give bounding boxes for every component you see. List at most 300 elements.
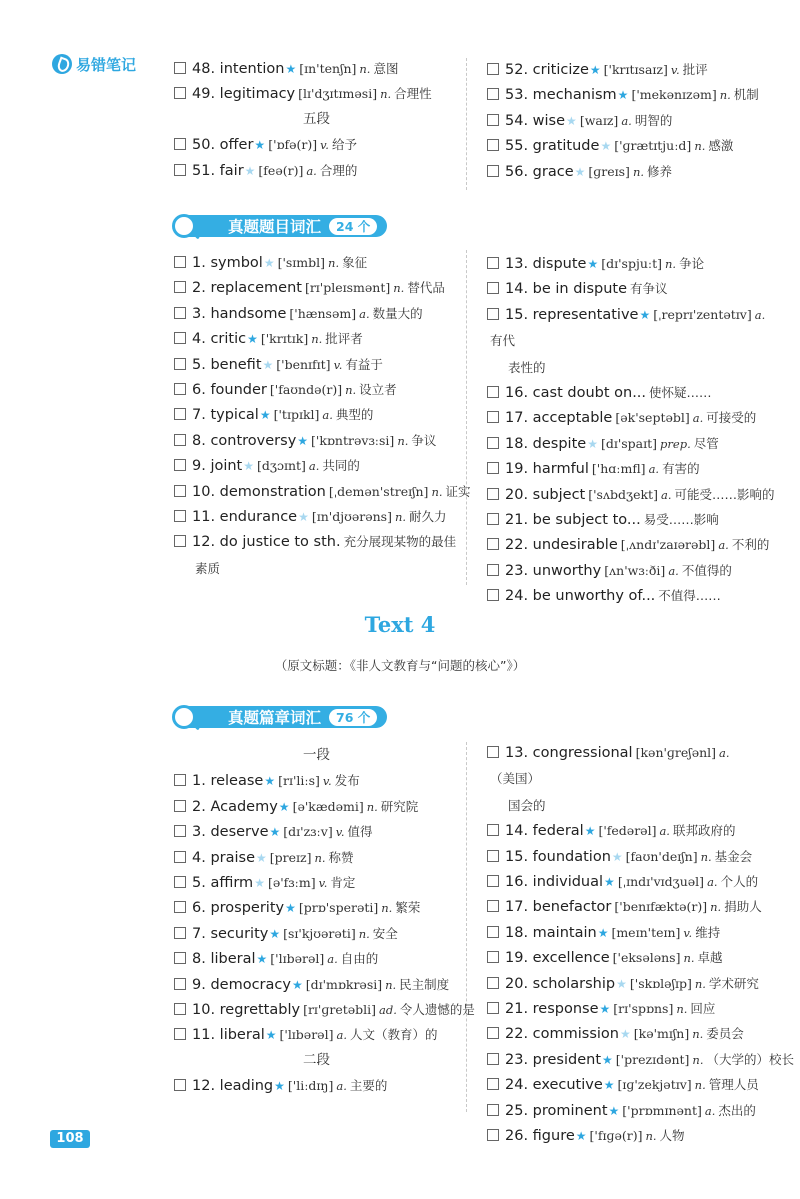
part-of-speech: v. [333, 357, 343, 372]
star-icon: ★ [291, 977, 303, 992]
checkbox[interactable] [174, 358, 186, 370]
phonetic: [ə'fɜːm] [267, 874, 316, 890]
checkbox[interactable] [174, 87, 186, 99]
chinese-meaning: 联邦政府的 [672, 823, 736, 839]
vocab-item [174, 504, 459, 529]
vocab-column-s1-left [174, 250, 471, 581]
phonetic: [ɡreɪs] [588, 163, 630, 179]
part-of-speech: v. [320, 138, 329, 153]
vocab-word: 56. grace [505, 163, 574, 180]
part-of-speech: a. [322, 408, 333, 423]
checkbox[interactable] [174, 1079, 186, 1091]
checkbox[interactable] [487, 165, 499, 177]
checkbox[interactable] [487, 824, 499, 836]
part-of-speech: n. [380, 87, 392, 102]
checkbox[interactable] [174, 383, 186, 395]
vocab-word: 10. demonstration [192, 483, 326, 500]
vocab-item [174, 997, 475, 1022]
checkbox[interactable] [487, 926, 499, 938]
chinese-meaning: 给予 [331, 137, 357, 153]
part-of-speech: v. [318, 875, 328, 890]
phonetic: ['hɑːmfl] [591, 461, 646, 477]
chinese-meaning: （美国） [490, 771, 541, 787]
chinese-meaning: 意图 [373, 61, 399, 76]
phonetic: [meɪn'teɪn] [611, 924, 681, 940]
star-icon: ★ [597, 925, 609, 940]
original-title: （原文标题：《非人文教育与“问题的核心”》） [274, 658, 526, 673]
vocab-item [487, 740, 777, 818]
chinese-meaning: 易受……影响 [643, 511, 719, 527]
part-of-speech: n. [719, 88, 731, 103]
star-icon: ★ [608, 1103, 620, 1118]
section-title: 真题题目词汇 [228, 218, 322, 236]
star-icon: ★ [620, 1027, 631, 1042]
phonetic: ['mekənɪzəm] [631, 87, 717, 103]
checkbox[interactable] [487, 951, 499, 963]
vocab-item [174, 921, 459, 946]
chinese-meaning: 民主制度 [399, 976, 450, 992]
checkbox[interactable] [487, 538, 499, 550]
text-title: Text 4 [364, 612, 436, 637]
vocab-word: 51. fair [192, 162, 244, 179]
vocab-item [487, 844, 777, 869]
checkbox[interactable] [487, 139, 499, 151]
checkbox[interactable] [174, 307, 186, 319]
chinese-meaning: 明智的 [634, 112, 673, 128]
checkbox[interactable] [174, 256, 186, 268]
checkbox[interactable] [174, 535, 186, 547]
checkbox[interactable] [174, 459, 186, 471]
vocab-word: 12. do justice to sth. [192, 534, 341, 551]
vocab-word: 18. maintain [505, 924, 597, 941]
vocab-word: 24. be unworthy of... [505, 588, 656, 605]
part-of-speech: a. [621, 113, 632, 128]
vocab-word: 20. subject [505, 486, 586, 503]
phonetic: [feə(r)] [258, 162, 304, 178]
checkbox[interactable] [174, 774, 186, 786]
vocab-item [487, 532, 777, 557]
checkbox[interactable] [487, 746, 499, 758]
vocab-item [487, 583, 777, 608]
phonetic: ['benɪfɪt] [276, 356, 331, 372]
chinese-meaning: 尽管 [693, 435, 719, 451]
vocab-word: 3. handsome [192, 305, 287, 322]
magnifier-icon [172, 705, 196, 729]
chinese-meaning: 主要的 [349, 1078, 388, 1094]
vocab-item [487, 1123, 777, 1148]
checkbox[interactable] [174, 825, 186, 837]
star-icon: ★ [262, 357, 274, 372]
star-icon: ★ [611, 849, 623, 864]
chinese-meaning: 不值得…… [658, 588, 721, 604]
part-of-speech: n. [385, 977, 397, 992]
vocab-column-s2-left [174, 743, 475, 1098]
star-icon: ★ [259, 408, 271, 423]
checkbox[interactable] [487, 513, 499, 525]
checkbox[interactable] [174, 332, 186, 344]
vocab-word: 16. individual [505, 874, 604, 890]
phonetic: [ʌn'wɜːði] [604, 562, 666, 578]
chinese-meaning: 有代 [490, 333, 516, 349]
part-of-speech: v. [335, 825, 345, 840]
star-icon: ★ [256, 952, 268, 967]
vocab-item [487, 456, 777, 481]
vocab-item [487, 108, 777, 133]
star-icon: ★ [587, 436, 598, 451]
chinese-meaning: 数量大的 [372, 305, 423, 321]
logo-text: 易错笔记 [76, 55, 137, 74]
vocab-word: 23. unworthy [505, 562, 602, 579]
part-of-speech: a. [704, 1103, 716, 1118]
checkbox[interactable] [174, 1028, 186, 1040]
vocab-column-top-right [487, 57, 777, 184]
star-icon: ★ [269, 926, 281, 941]
column-divider [466, 742, 467, 1112]
vocab-item [174, 132, 459, 157]
checkbox[interactable] [487, 589, 499, 601]
checkbox[interactable] [174, 876, 186, 888]
vocab-item [487, 818, 777, 843]
chinese-meaning: 有益于 [345, 356, 383, 372]
checkbox[interactable] [487, 462, 499, 474]
part-of-speech: ad. [379, 1002, 397, 1017]
chinese-meaning: 值得 [347, 824, 373, 840]
checkbox[interactable] [487, 437, 499, 449]
vocab-item [487, 507, 777, 532]
star-icon: ★ [584, 824, 596, 839]
star-icon: ★ [263, 256, 275, 270]
phonetic: [dɪ'spjuːt] [601, 256, 663, 271]
phonetic: [ɪɡ'zekjətɪv] [617, 1077, 692, 1093]
phonetic: [rɪ'pleɪsmənt] [304, 280, 391, 296]
checkbox[interactable] [487, 308, 499, 320]
phonetic: [kən'ɡreʃənl] [635, 745, 717, 760]
chinese-meaning: 人文（教育）的 [349, 1027, 438, 1043]
chinese-meaning: 自由的 [340, 951, 379, 967]
star-icon: ★ [600, 139, 612, 154]
vocab-word: 22. commission [505, 1026, 619, 1043]
vocab-word: 9. joint [192, 458, 243, 475]
chinese-meaning: 研究院 [380, 798, 419, 814]
chinese-meaning: 委员会 [706, 1026, 744, 1042]
chinese-meaning: 使怀疑…… [649, 385, 712, 400]
part-of-speech: a. [659, 824, 670, 839]
star-icon: ★ [285, 901, 296, 916]
checkbox[interactable] [487, 1078, 499, 1090]
phonetic: ['prɒmɪnənt] [622, 1102, 702, 1118]
checkbox[interactable] [174, 434, 186, 446]
vocab-item [174, 56, 459, 81]
checkbox[interactable] [487, 977, 499, 989]
part-of-speech: a. [306, 163, 317, 178]
checkbox[interactable] [174, 1003, 186, 1015]
vocab-word: 23. president [505, 1051, 602, 1068]
checkbox[interactable] [174, 510, 186, 522]
checkbox[interactable] [487, 1027, 499, 1039]
phonetic: ['faʊndə(r)] [269, 381, 343, 397]
paragraph-marker: 五段 [303, 110, 330, 127]
chinese-meaning: 争议 [411, 432, 437, 448]
vocab-word: 13. congressional [505, 745, 633, 761]
part-of-speech: n. [359, 62, 371, 76]
column-divider [466, 250, 467, 585]
phonetic: ['lɪbərəl] [270, 951, 325, 967]
vocab-item [487, 302, 777, 380]
vocab-word: 5. affirm [192, 874, 254, 891]
chinese-meaning: 发布 [334, 773, 360, 789]
paragraph-marker: 一段 [303, 747, 330, 763]
vocab-word: 12. leading [192, 1078, 274, 1095]
star-icon: ★ [297, 433, 309, 448]
vocab-item [174, 453, 459, 478]
vocab-word: 52. criticize [505, 62, 589, 78]
chinese-meaning: 可接受的 [706, 410, 757, 426]
checkbox[interactable] [487, 1104, 499, 1116]
star-icon: ★ [254, 138, 266, 153]
vocab-word: 8. liberal [192, 951, 256, 968]
phonetic: [rɪ'liːs] [278, 773, 320, 789]
phonetic: [ək'septəbl] [615, 410, 690, 426]
checkbox[interactable] [487, 875, 499, 887]
part-of-speech: n. [431, 484, 443, 499]
phonetic: [kə'mɪʃn] [633, 1026, 690, 1042]
star-icon: ★ [247, 332, 258, 347]
checkbox[interactable] [174, 851, 186, 863]
vocab-word: 54. wise [505, 112, 566, 129]
chinese-meaning: 替代品 [407, 280, 445, 296]
page-number: 108 [50, 1130, 90, 1148]
star-icon: ★ [285, 62, 297, 76]
phonetic: [dɪ'zɜːv] [283, 824, 333, 840]
chinese-meaning: 令人遗憾的是 [399, 1001, 475, 1017]
meaning-continuation: 表性的 [508, 359, 546, 375]
chinese-meaning: 繁荣 [395, 900, 421, 916]
phonetic: ['liːdɪŋ] [287, 1078, 334, 1094]
checkbox[interactable] [487, 1129, 499, 1141]
vocab-item [487, 920, 777, 945]
vocab-item [487, 996, 777, 1021]
vocab-column-s2-right [487, 740, 794, 1148]
checkbox[interactable] [174, 901, 186, 913]
checkbox[interactable] [487, 1053, 499, 1065]
section-banner-passage-vocab [172, 704, 387, 730]
chinese-meaning: 证实 [445, 483, 471, 499]
checkbox[interactable] [487, 411, 499, 423]
vocab-word: 15. foundation [505, 848, 611, 865]
star-icon: ★ [298, 509, 309, 524]
vocab-item [487, 971, 777, 996]
chinese-meaning: 可能受……影响的 [674, 486, 775, 502]
phonetic: [rɪ'spɒns] [613, 1000, 674, 1016]
part-of-speech: n. [694, 976, 706, 991]
checkbox[interactable] [487, 63, 499, 75]
checkbox[interactable] [174, 978, 186, 990]
vocab-item [174, 81, 459, 106]
phonetic: ['hænsəm] [289, 305, 357, 321]
part-of-speech: a. [648, 462, 660, 477]
vocab-item [174, 301, 459, 326]
part-of-speech: v. [683, 925, 693, 940]
chinese-meaning: 修养 [647, 163, 673, 179]
checkbox[interactable] [487, 257, 499, 269]
chinese-meaning: 耐久力 [409, 508, 447, 524]
chinese-meaning: 管理人员 [708, 1077, 759, 1093]
vocab-word: 48. intention [192, 61, 285, 77]
meaning-continuation: 国会的 [508, 797, 546, 813]
chinese-meaning: 象征 [342, 255, 368, 270]
vocab-word: 13. dispute [505, 256, 587, 272]
vocab-word: 1. release [192, 773, 264, 790]
part-of-speech: n. [393, 281, 405, 296]
vocab-item [174, 275, 459, 300]
checkbox[interactable] [487, 564, 499, 576]
part-of-speech: a. [754, 307, 766, 322]
vocab-item [487, 159, 777, 184]
star-icon: ★ [602, 1052, 613, 1067]
star-icon: ★ [604, 875, 615, 889]
checkbox[interactable] [174, 485, 186, 497]
vocab-item [174, 946, 459, 971]
phonetic: [ˌɪndɪ'vɪdʒuəl] [617, 874, 705, 889]
part-of-speech: a. [327, 952, 338, 967]
phonetic: ['tɪpɪkl] [273, 407, 320, 423]
chinese-meaning: 批评 [682, 62, 708, 77]
checkbox[interactable] [487, 900, 499, 912]
chinese-meaning: 有争议 [630, 281, 668, 297]
phonetic: ['krɪtɪsaɪz] [603, 62, 668, 77]
star-icon: ★ [256, 850, 267, 865]
vocab-word: 22. undesirable [505, 537, 618, 554]
vocab-item [174, 972, 459, 997]
vocab-item [174, 326, 459, 351]
chinese-meaning: 有害的 [662, 461, 700, 477]
phonetic: [rɪ'ɡretəbli] [303, 1001, 377, 1017]
vocab-item [174, 768, 459, 793]
checkbox[interactable] [487, 114, 499, 126]
vocab-item [174, 250, 459, 275]
vocab-word: 49. legitimacy [192, 86, 296, 103]
checkbox[interactable] [487, 88, 499, 100]
phonetic: [ɪn'tenʃn] [299, 61, 357, 76]
vocab-word: 8. controversy [192, 432, 297, 449]
part-of-speech: a. [719, 746, 730, 760]
section-title: 真题篇章词汇 [228, 709, 322, 727]
vocab-word: 19. harmful [505, 461, 589, 478]
chinese-meaning: 批评者 [325, 331, 363, 347]
vocab-item [174, 158, 459, 183]
phonetic: ['benɪfæktə(r)] [614, 899, 708, 915]
vocab-word: 2. Academy [192, 798, 278, 815]
phonetic: ['sʌbdʒekt] [588, 486, 658, 502]
book-logo [52, 52, 136, 76]
chinese-meaning: 卓越 [697, 950, 723, 966]
vocab-word: 4. critic [192, 331, 247, 348]
checkbox[interactable] [487, 850, 499, 862]
column-divider [466, 58, 467, 190]
phonetic: [lɪ'dʒɪtɪməsi] [298, 86, 378, 102]
star-icon: ★ [575, 1128, 587, 1143]
star-icon: ★ [587, 257, 599, 271]
star-icon: ★ [617, 88, 629, 103]
part-of-speech: n. [311, 332, 323, 347]
vocab-word: 7. security [192, 925, 269, 942]
checkbox[interactable] [174, 164, 186, 176]
checkbox[interactable] [174, 62, 186, 74]
part-of-speech: v. [322, 774, 332, 789]
vocab-word: 15. representative [505, 306, 639, 323]
chinese-meaning: 机制 [733, 87, 759, 103]
part-of-speech: n. [692, 1052, 704, 1067]
magnifier-icon [172, 214, 196, 238]
vocab-word: 16. cast doubt on... [505, 385, 647, 401]
chinese-meaning: 安全 [372, 925, 398, 941]
chinese-meaning: 争论 [679, 256, 705, 271]
phonetic: ['lɪbərəl] [279, 1027, 334, 1043]
vocab-word: 14. federal [505, 823, 584, 840]
phonetic: ['kɒntrəvɜːsi] [311, 432, 395, 448]
checkbox[interactable] [174, 927, 186, 939]
vocab-word: 25. prominent [505, 1102, 608, 1119]
checkbox[interactable] [174, 281, 186, 293]
chinese-meaning: （大学的）校长 [706, 1051, 794, 1067]
chinese-meaning: 捐助人 [724, 899, 762, 915]
vocab-word: 18. despite [505, 435, 587, 452]
star-icon: ★ [566, 113, 577, 128]
part-of-speech: a. [718, 538, 729, 553]
vocab-item [487, 1098, 777, 1123]
vocab-word: 5. benefit [192, 356, 262, 373]
chinese-meaning: 典型的 [335, 407, 374, 423]
vocab-item [487, 1072, 777, 1097]
chinese-meaning: 感激 [708, 138, 734, 154]
part-of-speech: a. [336, 1028, 347, 1043]
chinese-meaning: 基金会 [714, 848, 753, 864]
phonetic: ['ɡrætɪtjuːd] [614, 138, 692, 154]
star-icon: ★ [599, 1001, 611, 1016]
vocab-item [487, 431, 777, 456]
chinese-meaning: 不利的 [731, 537, 770, 553]
checkbox[interactable] [487, 488, 499, 500]
vocab-item [487, 482, 777, 507]
checkbox[interactable] [174, 408, 186, 420]
checkbox[interactable] [487, 1002, 499, 1014]
part-of-speech: n. [314, 850, 326, 865]
vocab-word: 26. figure [505, 1127, 575, 1144]
checkbox[interactable] [487, 386, 499, 398]
part-of-speech: a. [707, 875, 718, 889]
vocab-item [487, 57, 777, 82]
phonetic: [ˌreprɪ'zentətɪv] [653, 306, 752, 322]
vocab-item [487, 276, 777, 301]
vocab-column-top-left [174, 56, 459, 183]
chinese-meaning: 回应 [690, 1000, 716, 1016]
star-icon: ★ [603, 1078, 615, 1093]
meaning-continuation: 素质 [195, 560, 221, 576]
part-of-speech: n. [645, 1128, 657, 1143]
part-of-speech: a. [660, 487, 672, 502]
part-of-speech: n. [328, 256, 340, 270]
checkbox[interactable] [174, 138, 186, 150]
star-icon: ★ [639, 307, 651, 322]
part-of-speech: n. [345, 382, 357, 397]
chinese-meaning: 称赞 [328, 849, 354, 865]
chinese-meaning: 设立者 [359, 381, 397, 397]
checkbox[interactable] [174, 952, 186, 964]
checkbox[interactable] [174, 800, 186, 812]
star-icon: ★ [274, 1079, 285, 1094]
vocab-word: 24. executive [505, 1077, 603, 1094]
checkbox[interactable] [487, 282, 499, 294]
